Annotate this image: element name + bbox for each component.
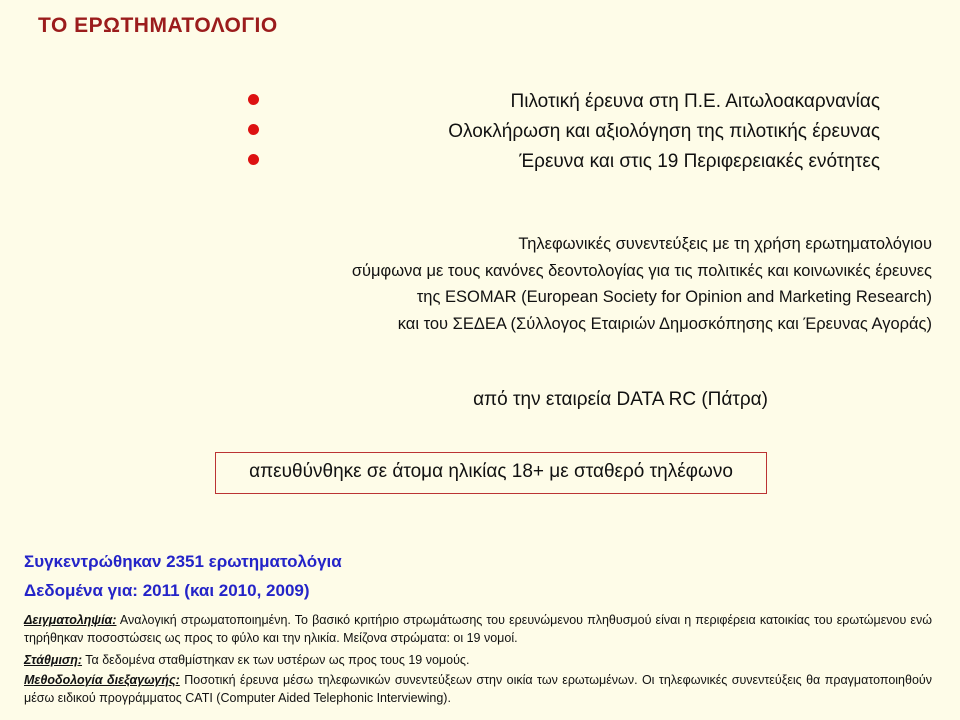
weighting-label: Στάθμιση: (24, 653, 83, 667)
bullet-item (248, 149, 880, 179)
weighting-text: Τα δεδομένα σταθμίστηκαν εκ των υστέρων ως προς τους 19 νομούς. (82, 653, 470, 667)
weighting-note (24, 651, 932, 669)
bullet-dot-icon (248, 124, 259, 135)
sampling-text: Αναλογική στρωματοποιημένη. Το βασικό κριτήριο στρωμάτωσης του ερευνώμενου πληθυσμού είναι η περιφέρεια κατοικίας του ερωτώμενου ενώ τηρήθηκαν ποσοστώσεις ως προς το φύλο και την ηλικία. Μείζονα στρώματα: οι 19 νομοί. (24, 613, 932, 645)
methodology-text: Ποσοτική έρευνα μέσω τηλεφωνικών συνεντεύξεων στην οικία των ερωτωμένων. Οι τηλεφωνικές συνεντεύξεις θα πραγματοποιηθούν μέσω ειδικού προγράμματος CATI (Computer Aided Telephonic Interviewing). (24, 673, 933, 705)
company-line: από την εταιρεία DATA RC (Πάτρα) (473, 389, 768, 410)
bullet-dot-icon (248, 154, 259, 165)
method-line: και του ΣΕΔΕΑ (Σύλλογος Εταιριών Δημοσκόπησης και Έρευνας Αγοράς) (397, 314, 932, 333)
method-line: σύμφωνα με τους κανόνες δεοντολογίας για τις πολιτικές και κοινωνικές έρευνες (351, 261, 932, 280)
sampling-label: Δειγματοληψία: (24, 613, 117, 627)
method-description (200, 231, 932, 337)
method-line: της ESOMAR (European Society for Opinion and Marketing Research) (416, 288, 932, 306)
bullet-item (248, 119, 880, 149)
method-line: Τηλεφωνικές συνεντεύξεις με τη χρήση ερωτηματολόγιου (518, 235, 932, 253)
sampling-note (24, 611, 932, 647)
bullet-text: Πιλοτική έρευνα στη Π.Ε. Αιτωλοακαρνανίας (510, 91, 880, 112)
methodology-note (24, 671, 932, 707)
bullet-dot-icon (248, 94, 259, 105)
bullet-text: Έρευνα και στις 19 Περιφερειακές ενότητες (519, 151, 880, 172)
data-years: Δεδομένα για: 2011 (και 2010, 2009) (24, 581, 310, 600)
bullet-list (248, 89, 880, 179)
page-title: ΤΟ ΕΡΩΤΗΜΑΤΟΛΟΓΙΟ (38, 14, 278, 37)
methodology-label: Μεθοδολογία διεξαγωγής: (24, 673, 180, 687)
collected-count: Συγκεντρώθηκαν 2351 ερωτηματολόγια (24, 552, 342, 571)
bullet-text: Ολοκλήρωση και αξιολόγηση της πιλοτικής έρευνας (448, 121, 880, 142)
bullet-item (248, 89, 880, 119)
audience-box: απευθύνθηκε σε άτομα ηλικίας 18+ με σταθερό τηλέφωνο (215, 452, 767, 494)
